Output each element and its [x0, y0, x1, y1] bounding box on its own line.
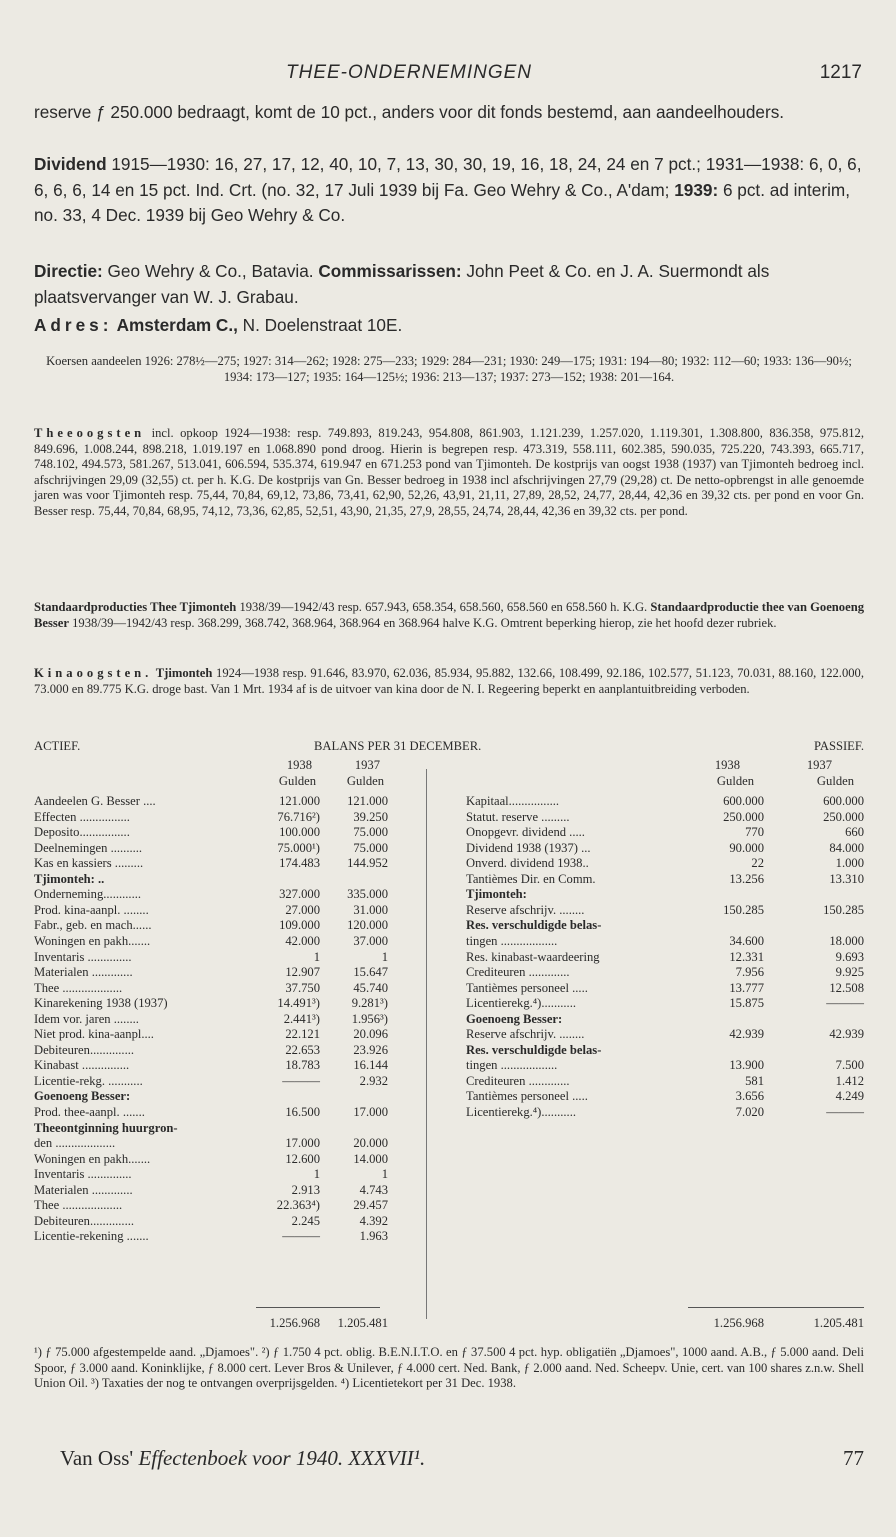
dividend-text: 1915—1930: 16, 27, 17, 12, 40, 10, 7, 13, 30, 30, 19, 16, 18, 24, 24 en 7 pct.; 1931—1938: 6, 0, 6, 6, 6, 6, 14 en 15 pct. Ind. Crt. (no. 32, 17 Juli 1939 bij Fa. Geo Wehry & Co., A'dam; — [34, 154, 862, 200]
adres-label: Adres: — [34, 315, 113, 335]
adres-place: Amsterdam C., — [112, 315, 238, 335]
actief-row-label: Theeontginning huurgron- — [34, 1120, 178, 1135]
passief-row-label: Onopgevr. dividend ..... — [466, 825, 585, 840]
actief-value-1938: 17.000 — [285, 1136, 320, 1151]
actief-value-1938: 327.000 — [279, 887, 320, 902]
actief-row-label: Debiteuren.............. — [34, 1042, 135, 1057]
running-header — [0, 62, 896, 86]
actief-value-1938: 121.000 — [279, 794, 320, 808]
passief-value-1937: 7.500 — [835, 1058, 864, 1073]
right-total-1937: 1.205.481 — [813, 1316, 864, 1330]
actief-row-label: Effecten ................ — [34, 809, 130, 824]
standaard-paragraph — [34, 600, 864, 631]
right-currency-2: Gulden — [816, 774, 854, 788]
actief-value-1937: 75.000 — [353, 825, 388, 840]
actief-value-1937: 2.932 — [359, 1073, 388, 1088]
reserve-paragraph: reserve ƒ 250.000 bedraagt, komt de 10 pct., anders voor dit fonds bestemd, aan aandeelhouders. — [34, 102, 785, 122]
passief-row-label: tingen .................. — [466, 1058, 558, 1073]
passief-value-1937: 18.000 — [829, 933, 864, 948]
actief-row-label: Kinarekening 1938 (1937) — [34, 996, 168, 1011]
passief-row-label: Tantièmes personeel ..... — [466, 1089, 588, 1104]
actief-value-1937: 45.740 — [353, 980, 388, 995]
passief-value-1937: ——— — [826, 1105, 864, 1119]
kina-paragraph — [34, 666, 864, 697]
passief-value-1938: 90.000 — [729, 840, 764, 855]
passief-value-1938: 13.256 — [729, 871, 764, 886]
actief-row-label: Onderneming............ — [34, 887, 142, 902]
dividend-label: Dividend — [34, 154, 107, 174]
passief-row-label: Tantièmes personeel ..... — [466, 980, 588, 995]
standaard-text: 1938/39—1942/43 resp. 657.943, 658.354, 658.560, 658.560 en 658.560 h. K.G. — [236, 600, 651, 614]
actief-value-1937: 29.457 — [353, 1198, 388, 1213]
dividend-text-2: 6 pct. ad interim, no. 33, 4 Dec. 1939 bij Geo Wehry & Co. — [34, 179, 850, 225]
actief-row-label: Thee ................... — [34, 980, 123, 995]
passief-row-label: Onverd. dividend 1938.. — [466, 856, 589, 871]
passief-value-1938: 600.000 — [723, 794, 764, 808]
passief-row-label: Statut. reserve ......... — [466, 809, 570, 824]
actief-value-1938: 76.716²) — [277, 809, 320, 824]
actief-value-1937: 121.000 — [347, 794, 388, 808]
right-year-1937: 1937 — [806, 758, 832, 772]
actief-value-1938: 1 — [313, 949, 320, 964]
actief-row-label: den ................... — [34, 1136, 116, 1151]
book-footer — [60, 1446, 864, 1471]
actief-value-1938: 12.907 — [285, 965, 320, 980]
passief-value-1938: 150.285 — [723, 902, 764, 917]
kina-label: Kinaoogsten. — [34, 666, 153, 680]
passief-row-label: tingen .................. — [466, 933, 558, 948]
actief-value-1937: 17.000 — [353, 1105, 388, 1119]
actief-value-1938: ——— — [282, 1229, 320, 1244]
actief-value-1937: 1.963 — [359, 1229, 388, 1244]
actief-value-1937: 144.952 — [347, 856, 388, 871]
directie-label: Directie: — [34, 261, 103, 281]
actief-row-label: Woningen en pakh....... — [34, 933, 151, 948]
actief-value-1937: 1.956³) — [351, 1011, 388, 1026]
passief-value-1937: 4.249 — [835, 1089, 864, 1104]
commissarissen-text: John Peet & Co. en J. A. Suermondt als plaatsvervanger van W. J. Grabau. — [34, 261, 770, 307]
adres-paragraph — [34, 313, 864, 339]
passief-value-1937: 1.412 — [835, 1073, 864, 1088]
passief-value-1937: 42.939 — [829, 1027, 864, 1042]
actief-value-1938: 18.783 — [285, 1058, 320, 1073]
left-total-rule — [256, 1307, 380, 1308]
adres-text: N. Doelenstraat 10E. — [237, 315, 403, 335]
passief-row-label: Res. verschuldigde belas- — [466, 1042, 602, 1057]
actief-value-1937: 15.647 — [353, 965, 388, 980]
right-total-rule — [688, 1307, 864, 1308]
actief-value-1937: 1 — [381, 1167, 388, 1182]
left-year-1938: 1938 — [286, 758, 312, 772]
actief-row-label: Materialen ............. — [34, 1182, 133, 1197]
actief-row-label: Tjimonteh: .. — [34, 871, 105, 886]
passief-value-1938: 12.331 — [729, 949, 764, 964]
actief-value-1938: 22.363⁴) — [276, 1198, 320, 1213]
actief-value-1938: 22.121 — [285, 1027, 320, 1042]
passief-value-1938: 770 — [745, 825, 764, 840]
actief-value-1937: 1 — [381, 949, 388, 964]
balance-header — [34, 739, 864, 755]
left-total-1938: 1.256.968 — [269, 1316, 320, 1330]
passief-row-label: Crediteuren ............. — [466, 965, 570, 980]
actief-value-1938: 109.000 — [279, 918, 320, 933]
left-total-1937: 1.205.481 — [337, 1316, 388, 1330]
actief-value-1938: 2.913 — [291, 1182, 320, 1197]
passief-row-label: Licentierekg.⁴)........... — [466, 1105, 576, 1119]
passief-row-label: Reserve afschrijv. ........ — [466, 902, 585, 917]
column-divider — [426, 769, 427, 1319]
directie-text: Geo Wehry & Co., Batavia. — [102, 261, 319, 281]
directie-paragraph — [34, 259, 864, 310]
passief-value-1938: 7.020 — [735, 1105, 764, 1119]
actief-value-1938: 1 — [313, 1167, 320, 1182]
theeoogsten-text: incl. opkoop 1924—1938: resp. 749.893, 819.243, 954.808, 861.903, 1.121.239, 1.257.020, 1.119.301, 1.308.800, 836.358, 975.812, 849.696, 1.008.244, 898.218, 1.019.197 en 1.068.890 pond droog. Hierin is begrepen resp. 473.319, 558.111, 602.385, 590.035, 725.220, 743.393, 665.717, 748.102, 494.573, 581.267, 513.041, 606.594, 535.374, 619.947 en 671.253 pond van Tjimonteh. De kostprijs van oogst 1938 (1937) van Tjimonteh bedroeg incl. afschrijvingen 29,09 (32,55) ct. per h. K.G. De kostprijs van Gn. Besser bedroeg in 1938 incl afschrijvingen 27,79 (29,28) ct. De netto-opbrengst in alle genoemde jaren was voor Tjimonteh resp. 75,44, 70,84, 69,12, 73,86, 73,41, 62,90, 52,26, 43,91, 21,11, 27,89, 28,52, 24,77, 28,44, 42,36 en 39,32 cts. per pond en voor Gn. Besser resp. 75,44, 70,84, 68,95, 74,12, 73,36, 62,85, 52,51, 43,90, 21,35, 27,9, 28,55, 24,74, 28,44, 42,36 en 39,32 cts. per pond. — [34, 426, 864, 518]
actief-value-1937: 4.392 — [359, 1213, 388, 1228]
passief-value-1937: 250.000 — [823, 809, 864, 824]
actief-row-label: Idem vor. jaren ........ — [34, 1011, 139, 1026]
actief-value-1937: 37.000 — [353, 933, 388, 948]
left-currency-2: Gulden — [346, 774, 384, 788]
actief-value-1937: 4.743 — [359, 1182, 388, 1197]
passief-value-1937: 660 — [845, 825, 864, 840]
passief-value-1938: 3.656 — [735, 1089, 764, 1104]
balance-title: BALANS PER 31 DECEMBER. — [314, 739, 482, 753]
actief-row-label: Prod. kina-aanpl. ........ — [34, 902, 149, 917]
actief-value-1937: 335.000 — [347, 887, 388, 902]
actief-value-1937: 31.000 — [353, 902, 388, 917]
passief-value-1938: 42.939 — [729, 1027, 764, 1042]
actief-row-label: Licentie-rekening ....... — [34, 1229, 149, 1244]
actief-row-label: Thee ................... — [34, 1198, 123, 1213]
left-currency-1: Gulden — [278, 774, 316, 788]
passief-value-1937: 9.693 — [835, 949, 864, 964]
actief-row-label: Materialen ............. — [34, 965, 133, 980]
passief-value-1938: 250.000 — [723, 809, 764, 824]
actief-value-1938: 174.483 — [279, 856, 320, 871]
passief-value-1937: 1.000 — [835, 856, 864, 871]
book-title: Effectenboek voor 1940. XXXVII¹. — [138, 1446, 426, 1470]
passief-value-1937: 13.310 — [829, 871, 864, 886]
dividend-1939-label: 1939: — [674, 179, 719, 200]
standaard-label: Standaardproducties Thee Tjimonteh — [34, 600, 237, 614]
actief-row-label: Licentie-rekg. ........... — [34, 1073, 143, 1088]
passief-value-1937: 12.508 — [829, 980, 864, 995]
right-total-1938: 1.256.968 — [713, 1316, 764, 1330]
passief-row-label: Dividend 1938 (1937) ... — [466, 840, 591, 855]
standaard-text-2: 1938/39—1942/43 resp. 368.299, 368.742, 368.964, 368.964 en 368.964 halve K.G. Omtrent beperking hierop, zie het hoofd dezer rubriek. — [68, 615, 777, 630]
kina-text: 1924—1938 resp. 91.646, 83.970, 62.036, 85.934, 95.882, 132.66, 108.499, 92.186, 102.577, 51.123, 70.031, 88.160, 122.000, 73.000 en 89.775 K.G. droge bast. Van 1 Mrt. 1934 af is de uitvoer van kina door de N. I. Regeering beperkt en aanplantuitbreiding verboden. — [34, 666, 864, 696]
actief-row-label: Kinabast ............... — [34, 1058, 130, 1073]
right-currency-1: Gulden — [716, 774, 754, 788]
actief-value-1938: 42.000 — [285, 933, 320, 948]
passief-row-label: Tantièmes Dir. en Comm. — [466, 871, 596, 886]
actief-row-label: Niet prod. kina-aanpl.... — [34, 1027, 154, 1042]
page-number: 1217 — [819, 62, 862, 83]
actief-row-label: Goenoeng Besser: — [34, 1089, 131, 1104]
passief-value-1938: 13.777 — [729, 980, 764, 995]
actief-value-1938: 12.600 — [285, 1151, 320, 1166]
actief-value-1938: ——— — [282, 1073, 320, 1088]
passief-row-label: Tjimonteh: — [466, 887, 527, 902]
passief-value-1938: 13.900 — [729, 1058, 764, 1073]
passief-row-label: Licentierekg.⁴)........... — [466, 996, 576, 1011]
passief-value-1937: 84.000 — [829, 840, 864, 855]
actief-value-1938: 27.000 — [285, 902, 320, 917]
actief-value-1937: 39.250 — [353, 809, 388, 824]
actief-value-1938: 2.441³) — [283, 1011, 320, 1026]
passief-row-label: Goenoeng Besser: — [466, 1011, 563, 1026]
standaard-label-2: Standaardproductie thee van Goenoeng Besser — [34, 600, 864, 630]
passief-value-1938: 581 — [745, 1073, 764, 1088]
actief-value-1938: 37.750 — [285, 980, 320, 995]
actief-value-1938: 22.653 — [285, 1042, 320, 1057]
actief-value-1937: 75.000 — [353, 840, 388, 855]
actief-value-1938: 2.245 — [291, 1213, 320, 1228]
passief-value-1938: 22 — [751, 856, 764, 871]
passief-label: PASSIEF. — [814, 739, 864, 753]
koersen-paragraph: Koersen aandeelen 1926: 278½—275; 1927: 314—262; 1928: 275—233; 1929: 284—231; 1930: 249—175; 1931: 194—80; 1932: 112—60; 1933: 136—90½; 1934: 173—127; 1935: 164—125½; 1936: 213—137; 1937: 273—152; 1938: 201—164. — [46, 354, 852, 384]
actief-row-label: Inventaris .............. — [34, 949, 132, 964]
running-title: THEE-ONDERNEMINGEN — [286, 62, 533, 83]
actief-value-1937: 20.096 — [353, 1027, 388, 1042]
passief-row-label: Res. kinabast-waardeering — [466, 949, 600, 964]
actief-value-1938: 16.500 — [285, 1105, 320, 1119]
footnotes: ¹) ƒ 75.000 afgestempelde aand. „Djamoes". ²) ƒ 1.750 4 pct. oblig. B.E.N.I.T.O. en ƒ 37.500 4 pct. hyp. obligatiën „Djamoes", 1000 aand. A.B., ƒ 5.000 aand. Deli Spoor, ƒ 3.000 aand. Koninklijke, ƒ 8.000 cert. Lever Bros & Unilever, ƒ 4.000 cert. Ned. Bank, ƒ 2.000 aand. Ned. Scheepv. Unie, cert. van 100 shares z.n.w. Shell Union Oil. ³) Taxaties der nog te ontvangen overprijsgelden. ⁴) Licentietekort per 31 Dec. 1938. — [34, 1345, 864, 1390]
actief-value-1938: 75.000¹) — [277, 840, 320, 855]
dividend-paragraph — [34, 152, 864, 229]
passief-value-1938: 15.875 — [729, 996, 764, 1011]
actief-row-label: Kas en kassiers ......... — [34, 856, 144, 871]
passief-row-label: Crediteuren ............. — [466, 1073, 570, 1088]
actief-value-1937: 120.000 — [347, 918, 388, 933]
commissarissen-label: Commissarissen: — [318, 261, 462, 281]
theeoogsten-paragraph — [34, 426, 864, 520]
passief-value-1937: 600.000 — [823, 794, 864, 808]
left-year-1937: 1937 — [354, 758, 380, 772]
actief-row-label: Debiteuren.............. — [34, 1213, 135, 1228]
theeoogsten-label: Theeoogsten — [34, 426, 146, 440]
passief-row-label: Res. verschuldigde belas- — [466, 918, 602, 933]
actief-value-1937: 9.281³) — [351, 996, 388, 1011]
actief-row-label: Inventaris .............. — [34, 1167, 132, 1182]
actief-value-1937: 14.000 — [353, 1151, 388, 1166]
passief-value-1937: 9.925 — [835, 965, 864, 980]
actief-row-label: Woningen en pakh....... — [34, 1151, 151, 1166]
actief-value-1937: 16.144 — [353, 1058, 388, 1073]
passief-value-1938: 34.600 — [729, 933, 764, 948]
actief-value-1938: 14.491³) — [277, 996, 320, 1011]
kina-label-2: Tjimonteh — [152, 666, 213, 680]
actief-row-label: Fabr., geb. en mach...... — [34, 918, 152, 933]
passief-row-label: Reserve afschrijv. ........ — [466, 1027, 585, 1042]
actief-row-label: Deelnemingen .......... — [34, 840, 143, 855]
passief-value-1938: 7.956 — [735, 965, 764, 980]
actief-value-1938: 100.000 — [279, 825, 320, 840]
passief-value-1937: 150.285 — [823, 902, 864, 917]
passief-row-label: Kapitaal................ — [466, 794, 560, 808]
actief-label: ACTIEF. — [34, 739, 81, 753]
passief-value-1937: ——— — [826, 996, 864, 1011]
actief-value-1937: 23.926 — [353, 1042, 388, 1057]
footer-page-number: 77 — [843, 1446, 864, 1470]
book-prefix: Van Oss' — [60, 1446, 139, 1470]
actief-row-label: Aandeelen G. Besser .... — [34, 794, 156, 808]
actief-row-label: Deposito................ — [34, 825, 130, 840]
right-year-1938: 1938 — [714, 758, 740, 772]
actief-row-label: Prod. thee-aanpl. ....... — [34, 1105, 145, 1119]
actief-value-1937: 20.000 — [353, 1136, 388, 1151]
